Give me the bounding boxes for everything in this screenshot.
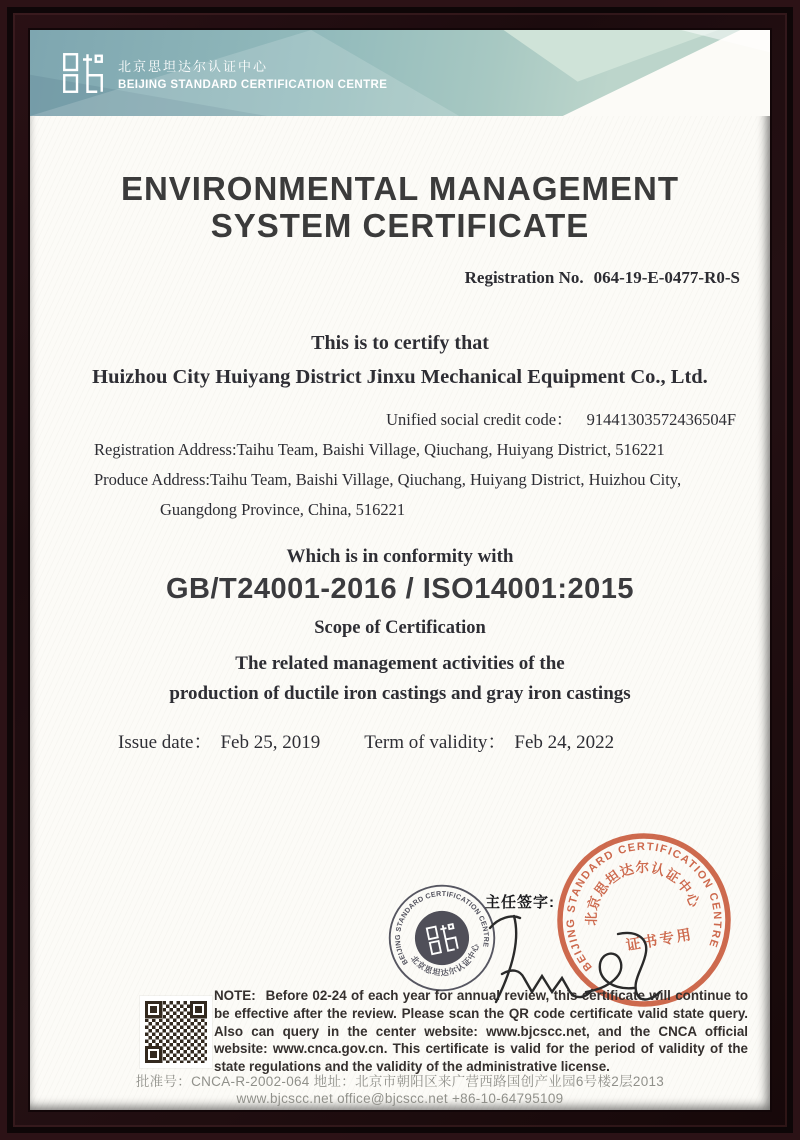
produce-address-line1: Produce Address:Taihu Team, Baishi Village, Qiuchang, Huiyang District, Huizhou City, bbox=[94, 470, 682, 489]
dates-row bbox=[118, 727, 614, 754]
validity-value: Feb 24, 2022 bbox=[514, 732, 615, 753]
org-name-en: BEIJING STANDARD CERTIFICATION CENTRE bbox=[118, 78, 388, 91]
director-signature bbox=[468, 904, 678, 1019]
scope-heading: Scope of Certification bbox=[314, 618, 486, 638]
credit-code-value: 91441303572436504F bbox=[586, 410, 736, 429]
conformity-intro: Which is in conformity with bbox=[286, 546, 514, 567]
footer-approval-line: 批准号：CNCA-R-2002-064 地址：北京市朝阳区来广营西路国创产业园6号楼2层2013 bbox=[135, 1074, 665, 1089]
bscc-logo-icon bbox=[62, 46, 104, 100]
brand-block bbox=[62, 46, 387, 100]
note-text: Before 02-24 of each year for annual review, this certificate will continue to be effective after the review. Please scan the QR code certificate valid state query. Also can query in the center website: www.bjcscc.net, and the CNCA official website: www.cnca.gov.cn. This certificate is valid for the period of validity of the state regulations and the validity of the administrative license. bbox=[214, 988, 748, 1075]
header-band bbox=[30, 30, 770, 116]
red-seal-center-text: 证书专用 bbox=[624, 926, 695, 955]
issue-date bbox=[118, 727, 320, 754]
credit-code-line bbox=[386, 406, 736, 430]
validity-date bbox=[364, 727, 614, 754]
registration-label: Registration No. bbox=[464, 268, 584, 287]
footer-contact-line: www.bjcscc.net office@bjcscc.net +86-10-64795109 bbox=[236, 1091, 564, 1106]
red-seal-text-en: BEIJING STANDARD CERTIFICATION CENTRE bbox=[564, 840, 724, 974]
validity-label: Term of validity： bbox=[364, 732, 507, 753]
director-signature-label: 主任签字: bbox=[485, 894, 555, 911]
org-name-cn: 北京思坦达尔认证中心 bbox=[118, 58, 269, 74]
title-line2: SYSTEM CERTIFICATE bbox=[210, 207, 590, 244]
certificate-title bbox=[30, 170, 770, 244]
standard-codes: GB/T24001-2016 / ISO14001:2015 bbox=[165, 573, 635, 605]
scope-line2: production of ductile iron castings and gray iron castings bbox=[169, 683, 631, 704]
note-label: NOTE: bbox=[214, 988, 256, 1003]
title-line1: ENVIRONMENTAL MANAGEMENT bbox=[120, 170, 680, 207]
registration-address: Registration Address:Taihu Team, Baishi Village, Qiuchang, Huiyang District, 516221 bbox=[94, 440, 665, 459]
qr-finder-icon bbox=[190, 1001, 207, 1018]
registration-number: 064-19-E-0477-R0-S bbox=[593, 268, 740, 287]
registration-number-line bbox=[465, 268, 740, 288]
red-seal-text-cn: 北京思坦达尔认证中心 bbox=[583, 859, 703, 926]
issue-date-value: Feb 25, 2019 bbox=[220, 732, 321, 753]
qr-finder-icon bbox=[145, 1001, 162, 1018]
company-name: Huizhou City Huiyang District Jinxu Mechanical Equipment Co., Ltd. bbox=[92, 366, 708, 388]
issue-date-label: Issue date： bbox=[118, 732, 213, 753]
dark-seal-text-cn: 北京思坦达尔认证中心 bbox=[408, 942, 482, 978]
qr-code bbox=[140, 996, 212, 1068]
scope-line1: The related management activities of the bbox=[235, 653, 565, 674]
qr-finder-icon bbox=[145, 1046, 162, 1063]
certificate-paper bbox=[30, 30, 770, 1110]
produce-address-line2: Guangdong Province, China, 516221 bbox=[160, 500, 406, 519]
certify-intro: This is to certify that bbox=[311, 332, 489, 354]
dark-seal-text-en: BEIJING STANDARD CERTIFICATION CENTRE bbox=[393, 889, 491, 967]
credit-code-label: Unified social credit code： bbox=[386, 410, 573, 429]
qr-modules bbox=[145, 1001, 207, 1063]
